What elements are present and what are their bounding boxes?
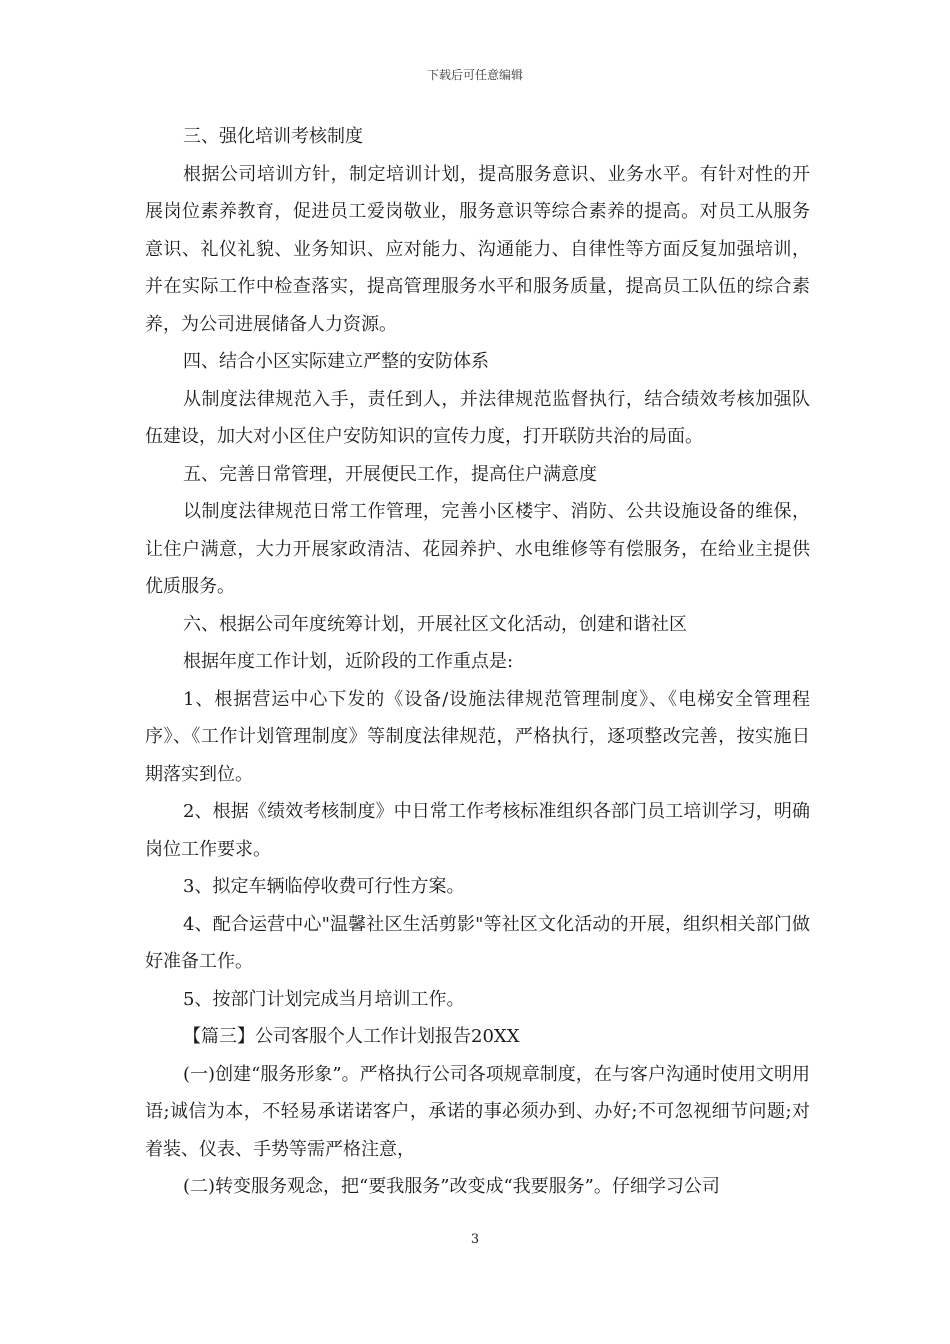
article-title: 【篇三】公司客服个人工作计划报告20XX [183,1026,520,1047]
paragraph: 以制度法律规范日常工作管理，完善小区楼宇、消防、公共设施设备的维保，让住户满意，大力开展家政清洁、花园养护、水电维修等有偿服务，在给业主提供优质服务。 [145,501,810,597]
paragraph: 从制度法律规范入手，责任到人，并法律规范监督执行，结合绩效考核加强队伍建设，加大对小区住户安防知识的宣传力度，打开联防共治的局面。 [145,388,810,447]
section-heading-6: 六、根据公司年度统筹计划，开展社区文化活动，创建和谐社区 [183,613,687,635]
paragraph: 根据年度工作计划，近阶段的工作重点是: [183,651,514,672]
section-heading-3: 三、强化培训考核制度 [183,126,363,147]
paragraph: (一)创建“服务形象”。严格执行公司各项规章制度，在与客户沟通时使用文明用语;诚信为本，不轻易承诺诺客户，承诺的事必须办到、办好;不可忽视细节问题;对着装、仪表、手势等需严格注意， [145,1063,810,1160]
paragraph: (二)转变服务观念，把“要我服务”改变成“我要服务”。仔细学习公司 [183,1176,720,1197]
list-item: 2、根据《绩效考核制度》中日常工作考核标准组织各部门员工培训学习，明确岗位工作要求。 [145,801,810,860]
paragraph: 根据公司培训方针，制定培训计划，提高服务意识、业务水平。有针对性的开展岗位素养教育，促进员工爱岗敬业，服务意识等综合素养的提高。对员工从服务意识、礼仪礼貌、业务知识、应对能力、沟通能力、自律性等方面反复加强培训，并在实际工作中检查落实，提高管理服务水平和服务质量，提高员工队伍的综合素养，为公司进展储备人力资源。 [145,163,810,335]
section-heading-5: 五、完善日常管理，开展便民工作，提高住户满意度 [183,463,597,485]
list-item: 1、根据营运中心下发的《设备/设施法律规范管理制度》、《电梯安全管理程序》、《工作计划管理制度》等制度法律规范，严格执行，逐项整改完善，按实施日期落实到位。 [145,688,810,785]
list-item: 4、配合运营中心"温馨社区生活剪影"等社区文化活动的开展，组织相关部门做好准备工作。 [145,913,810,972]
page-number: 3 [470,1232,480,1247]
document-body [145,118,810,1206]
list-item: 5、按部门计划完成当月培训工作。 [183,988,465,1010]
page-header: 下载后可任意编辑 [426,68,523,82]
section-heading-4: 四、结合小区实际建立严整的安防体系 [183,351,489,372]
list-item: 3、拟定车辆临停收费可行性方案。 [183,876,465,897]
